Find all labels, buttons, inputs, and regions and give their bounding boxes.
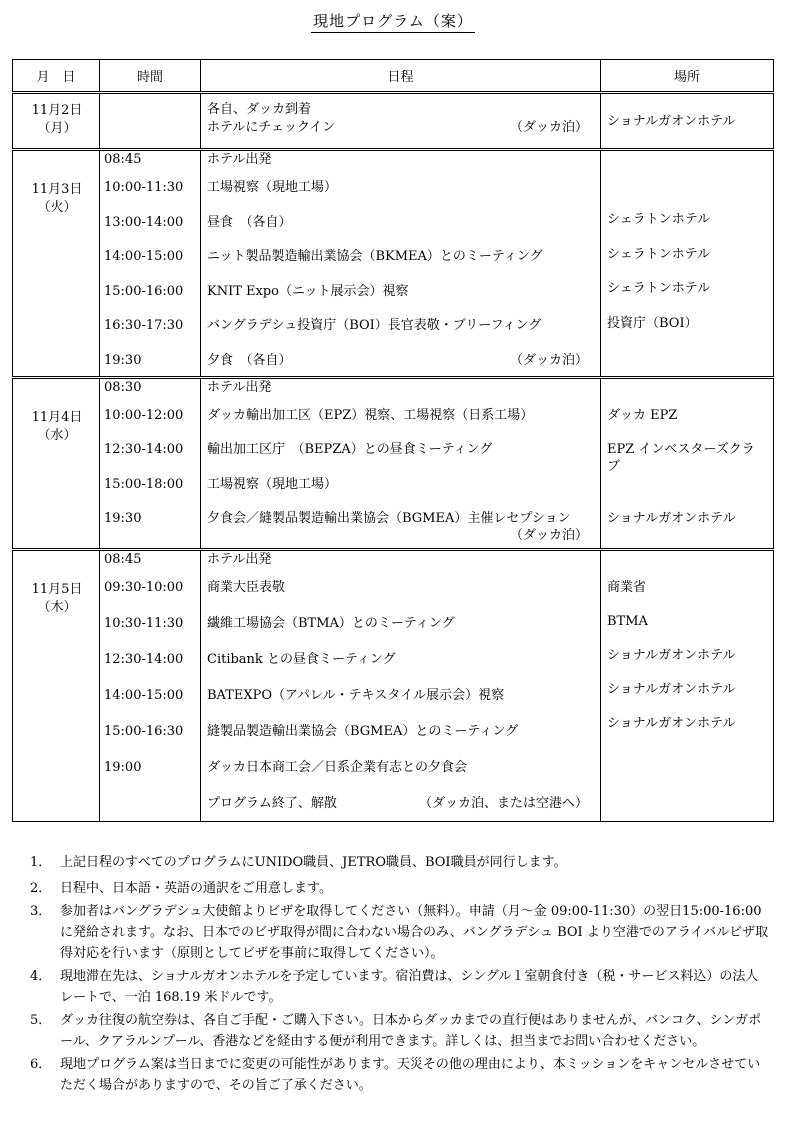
table-header-row: [13, 60, 774, 93]
day-row-nov2: [13, 93, 774, 150]
time-value: 14:00-15:00: [104, 249, 184, 264]
day-weekday: （火）: [37, 200, 77, 215]
place-text: シェラトンホテル: [607, 212, 711, 227]
place-text: シェラトンホテル: [607, 281, 711, 296]
note-text: 日程中、日本語・英語の通訳をご用意します。: [60, 881, 332, 896]
header-schedule: 日程: [201, 60, 601, 93]
program-text: 輸出加工区庁 （BEPZA）との昼食ミーティング: [207, 442, 493, 457]
program-text: KNIT Expo（ニット展示会）視察: [207, 283, 409, 299]
place-cell: [601, 150, 774, 378]
program-text: プログラム終了、解散: [207, 796, 337, 811]
program-text: 繊維工場協会（BTMA）とのミーティング: [207, 616, 455, 631]
day-cell: [13, 150, 100, 378]
day-date: 11月4日: [31, 409, 83, 425]
day-date: 11月5日: [31, 582, 83, 597]
header-place: 場所: [601, 60, 774, 93]
note-item: [30, 901, 770, 964]
program-text: ホテル出発: [207, 152, 272, 167]
program-text: バングラデシュ投資庁（BOI）長官表敬・ブリーフィング: [207, 318, 542, 333]
program-text: 夕食 （各自）: [207, 352, 292, 368]
note-text: 上記日程のすべてのプログラムにUNIDO職員、JETRO職員、BOI職員が同行します。: [60, 855, 567, 870]
place-text: シェラトンホテル: [607, 246, 711, 262]
place-text: [607, 551, 773, 579]
header-date: 月 日: [13, 60, 100, 93]
program-cell: [201, 150, 601, 378]
place-cell: [601, 93, 774, 150]
program-text: 縫製品製造輸出業協会（BGMEA）とのミーティング: [207, 724, 519, 739]
stay-note: （ダッカ泊）: [509, 120, 588, 135]
note-text: 現地滞在先は、ショナルガオンホテルを予定しています。宿泊費は、シングル１室朝食付き（税・サービス料込）の法人レートで、一泊 168.19 米ドルです。: [60, 969, 759, 1005]
place-text: ショナルガオンホテル: [607, 682, 736, 697]
place-text: ショナルガオンホテル: [607, 648, 736, 663]
document-title: 現地プログラム（案）: [0, 10, 786, 31]
program-text: 商業大臣表敬: [207, 580, 286, 595]
header-time: 時間: [100, 60, 201, 93]
program-row: [207, 352, 600, 376]
program-text: Citibank との昼食ミーティング: [207, 652, 396, 667]
place-text: BTMA: [607, 614, 648, 629]
program-text: 夕食会／縫製品製造輸出業協会（BGMEA）主催レセプション: [207, 511, 571, 526]
place-text: ダッカ EPZ: [607, 407, 678, 423]
note-number: 2．: [30, 881, 52, 896]
note-number: 5．: [30, 1013, 52, 1028]
note-text: ダッカ往復の航空券は、各自ご手配・ご購入下さい。日本からダッカまでの直行便はありませんが、バンコク、シンガポール、クアラルンプール、香港などを経由する便が利用できます。詳しくは、担当までお問い合わせください。: [60, 1013, 762, 1049]
program-row: [207, 795, 600, 821]
program-cell: [201, 377, 601, 550]
program-text: 工場視察（現地工場）: [207, 180, 338, 195]
note-item: [30, 1054, 770, 1096]
place-text: [607, 151, 773, 179]
note-number: 6．: [30, 1057, 52, 1072]
time-cell: [100, 93, 201, 150]
time-value: 19:00: [104, 760, 142, 775]
place-text: [607, 179, 773, 211]
place-cell: [601, 377, 774, 550]
time-value: 19:30: [104, 511, 142, 526]
program-text: ホテル出発: [207, 552, 272, 567]
time-value: 10:00-12:00: [104, 407, 184, 423]
note-text: 参加者はバングラデシュ大使館よりビザを取得してください（無料）。申請（月～金 09:00-11:30）の翌日15:00-16:00に発給されます。なお、日本でのビザ取得が間に合わない場合のみ、バングラデシュ BOI より空港でのアライバルビザ取得対応を行います（原則としてビザを事前に取得してください）。: [60, 904, 769, 961]
day-row-nov4: [13, 377, 774, 550]
note-item: [30, 966, 770, 1008]
note-number: 1．: [30, 855, 52, 870]
note-item: [30, 878, 770, 899]
time-value: 15:00-16:30: [104, 724, 184, 739]
time-value: 09:30-10:00: [104, 580, 184, 595]
time-value: 15:00-18:00: [104, 476, 184, 492]
time-value: 12:30-14:00: [104, 652, 184, 667]
stay-note: （ダッカ泊）: [509, 528, 588, 543]
program-cell: [201, 550, 601, 822]
notes-list: [30, 852, 770, 1096]
time-value: 14:00-15:00: [104, 688, 184, 703]
note-item: [30, 1010, 770, 1052]
time-value: 08:45: [104, 152, 142, 167]
program-text: ダッカ日本商工会／日系企業有志との夕食会: [207, 760, 468, 775]
time-value: 16:30-17:30: [104, 318, 184, 333]
day-date: 11月3日: [31, 182, 83, 197]
time-value: 12:30-14:00: [104, 442, 184, 457]
program-text: BATEXPO（アパレル・テキスタイル展示会）視察: [207, 688, 505, 703]
day-weekday: （月）: [37, 121, 77, 136]
time-value: 10:00-11:30: [104, 180, 184, 195]
day-row-nov3: [13, 150, 774, 378]
time-value: 15:00-16:00: [104, 283, 184, 299]
place-cell: [601, 550, 774, 822]
program-text: 昼食 （各自）: [207, 214, 292, 230]
day-weekday: （木）: [37, 600, 77, 615]
program-text: ダッカ輸出加工区（EPZ）視察、工場視察（日系工場）: [207, 407, 534, 423]
place-text: 商業省: [607, 580, 647, 595]
program-text: ニット製品製造輸出業協会（BKMEA）とのミーティング: [207, 249, 543, 264]
place-text: EPZ インベスターズクラブ: [607, 442, 755, 474]
time-cell: [100, 550, 201, 822]
day-row-nov5: [13, 550, 774, 822]
place-text: ショナルガオンホテル: [607, 114, 736, 129]
stay-note: （ダッカ泊）: [509, 352, 588, 368]
note-number: 4．: [30, 969, 52, 984]
place-text: 投資庁（BOI）: [607, 315, 698, 331]
program-line: 各自、ダッカ到着: [207, 102, 312, 117]
time-value: 08:45: [104, 552, 142, 567]
program-text: ホテル出発: [207, 379, 272, 395]
time-cell: [100, 150, 201, 378]
stay-note: （ダッカ泊、または空港へ）: [418, 796, 588, 811]
program-cell: [201, 93, 601, 150]
note-item: [30, 852, 770, 873]
time-value: 08:30: [104, 379, 142, 395]
program-line: ホテルにチェックイン: [207, 120, 336, 135]
time-value: 10:30-11:30: [104, 616, 184, 631]
place-text: ショナルガオンホテル: [607, 511, 736, 526]
note-number: 3．: [30, 904, 52, 919]
schedule-table: [12, 59, 774, 822]
day-cell: [13, 550, 100, 822]
program-text: 工場視察（現地工場）: [207, 476, 338, 492]
day-cell: [13, 93, 100, 150]
time-value: 13:00-14:00: [104, 214, 184, 230]
time-cell: [100, 377, 201, 550]
note-text: 現地プログラム案は当日までに変更の可能性があります。天災その他の理由により、本ミッションをキャンセルさせていただく場合がありますので、その旨ご了承ください。: [60, 1057, 761, 1093]
place-text: [607, 379, 773, 407]
place-text: ショナルガオンホテル: [607, 716, 736, 731]
day-cell: [13, 377, 100, 550]
day-date: 11月2日: [31, 103, 83, 118]
time-value: 19:30: [104, 352, 142, 368]
program-row: [207, 510, 600, 548]
day-weekday: （水）: [37, 427, 77, 443]
time-value: [104, 795, 200, 821]
